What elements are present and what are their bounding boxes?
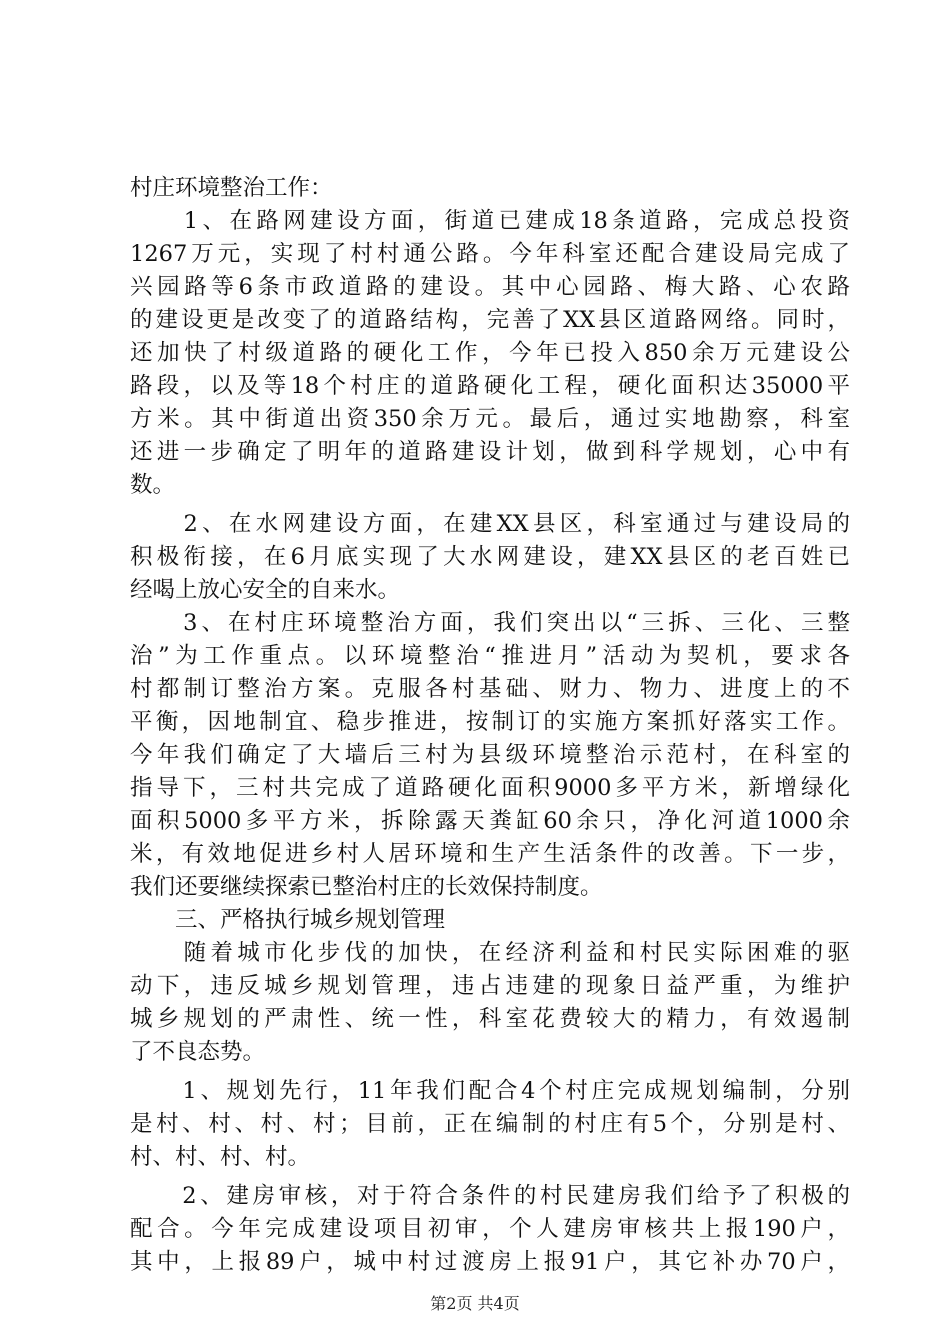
text-line: 指导下，三村共完成了道路硬化面积9000多平方米，新增绿化 (130, 775, 850, 801)
text-line: 1267万元，实现了村村通公路。今年科室还配合建设局完成了 (130, 241, 850, 267)
text-line: 动下，违反城乡规划管理，违占违建的现象日益严重，为维护 (130, 973, 850, 999)
text-line: 经喝上放心安全的自来水。 (130, 577, 401, 603)
text-line: 我们还要继续探索已整治村庄的长效保持制度。 (130, 874, 603, 900)
document-body (130, 172, 850, 1279)
page-number-footer: 第2页 共4页 (430, 1294, 520, 1313)
text-line: 的建设更是改变了的道路结构，完善了XX县区道路网络。同时， (130, 307, 850, 333)
text-line: 2、建房审核，对于符合条件的村民建房我们给予了积极的 (130, 1183, 850, 1209)
text-line: 村庄环境整治工作： (130, 175, 333, 201)
text-line: 3、在村庄环境整治方面，我们突出以“三拆、三化、三整 (130, 610, 850, 636)
text-line: 方米。其中街道出资350余万元。最后，通过实地勘察，科室 (130, 406, 850, 432)
text-line: 数。 (130, 472, 176, 498)
text-line: 米，有效地促进乡村人居环境和生产生活条件的改善。下一步， (130, 841, 850, 867)
text-line: 村都制订整治方案。克服各村基础、财力、物力、进度上的不 (130, 676, 850, 702)
text-line: 积极衔接，在6月底实现了大水网建设，建XX县区的老百姓已 (130, 544, 850, 570)
text-line: 其中，上报89户，城中村过渡房上报91户，其它补办70户， (130, 1249, 850, 1275)
text-line: 还进一步确定了明年的道路建设计划，做到科学规划，心中有 (130, 439, 850, 465)
text-line: 村、村、村、村。 (130, 1144, 311, 1170)
text-line: 兴园路等6条市政道路的建设。其中心园路、梅大路、心农路 (130, 274, 850, 300)
text-line: 平衡，因地制宜、稳步推进，按制订的实施方案抓好落实工作。 (130, 709, 850, 735)
text-line: 城乡规划的严肃性、统一性，科室花费较大的精力，有效遏制 (130, 1006, 850, 1032)
text-line: 是村、村、村、村；目前，正在编制的村庄有5个，分别是村、 (130, 1111, 850, 1137)
text-line: 1、在路网建设方面，街道已建成18条道路，完成总投资 (130, 208, 850, 234)
text-line: 今年我们确定了大墙后三村为县级环境整治示范村，在科室的 (130, 742, 850, 768)
text-line: 1、规划先行，11年我们配合4个村庄完成规划编制，分别 (130, 1078, 850, 1104)
text-line: 随着城市化步伐的加快，在经济利益和村民实际困难的驱 (130, 940, 850, 966)
text-line: 2、在水网建设方面，在建XX县区，科室通过与建设局的 (130, 511, 850, 537)
section-heading: 三、严格执行城乡规划管理 (130, 907, 446, 933)
text-line: 治”为工作重点。以环境整治“推进月”活动为契机，要求各 (130, 643, 850, 669)
text-line: 配合。今年完成建设项目初审，个人建房审核共上报190户， (130, 1216, 850, 1242)
text-line: 面积5000多平方米，拆除露天粪缸60余只，净化河道1000余 (130, 808, 850, 834)
text-line: 路段，以及等18个村庄的道路硬化工程，硬化面积达35000平 (130, 373, 850, 399)
text-line: 还加快了村级道路的硬化工作，今年已投入850余万元建设公 (130, 340, 850, 366)
text-line: 了不良态势。 (130, 1039, 266, 1065)
